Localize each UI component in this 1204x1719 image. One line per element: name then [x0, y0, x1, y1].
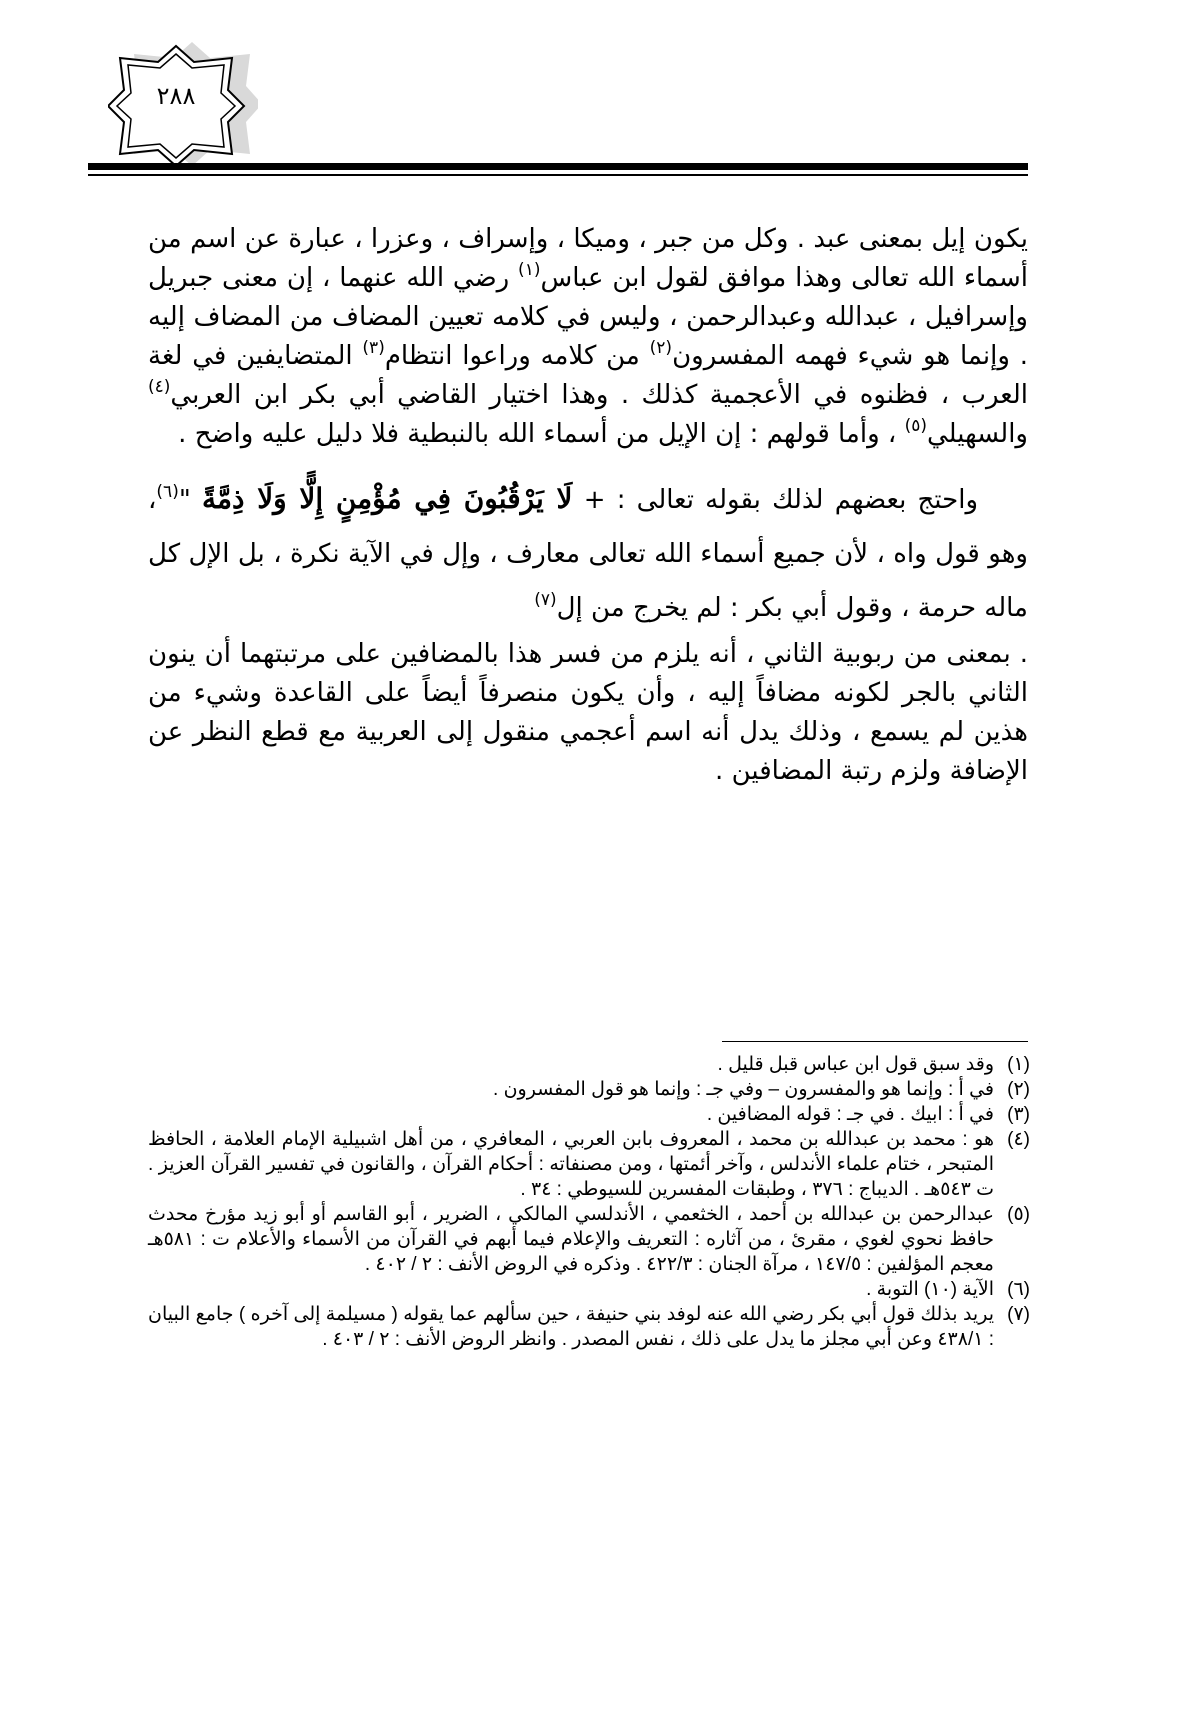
footnote-text: هو : محمد بن عبدالله بن محمد ، المعروف بابن العربي ، المعافري ، من أهل اشبيلية الإمام العلامة ، الحافظ المتبحر ، ختام علماء الأندلس ، وآخر أئمتها ، ومن مصنفاته : أحكام القرآن ، والقانون في تفسير القرآن العزيز . ت ٥٤٣هـ . الديباج : ٣٧٦ ، وطبقات المفسرين للسيوطي : ٣٤ . — [148, 1129, 994, 1200]
footnote-number: (٥) — [1007, 1204, 1030, 1225]
text-span: والسهيلي — [926, 419, 1028, 449]
paragraph-2 — [148, 472, 1028, 635]
footnote-item — [148, 1052, 1030, 1077]
text-span: من كلامه وراعوا انتظام — [384, 341, 650, 371]
quran-verse: لَا يَرْقُبُونَ فِي مُؤْمِنٍ إِلًّا وَلَا ذِمَّةً — [202, 482, 573, 515]
footnote-text: في أ : وإنما هو والمفسرون – وفي جـ : وإنما هو قول المفسرون . — [493, 1079, 994, 1100]
footnote-separator — [722, 1041, 1028, 1042]
text-span: واحتج بعضهم لذلك بقوله تعالى : + — [572, 485, 978, 515]
paragraph-3: . بمعنى من ربوبية الثاني ، أنه يلزم من فسر هذا بالمضافين على مرتبتهما أن ينون الثاني بالجر لكونه مضافاً إليه ، وأن يكون منصرفاً أيضاً على القاعدة وشيء من هذين لم يسمع ، وذلك يدل أنه اسم أعجمي منقول إلى العربية مع قطع النظر عن الإضافة ولزم رتبة المضافين . — [148, 639, 1028, 786]
footnotes-list — [148, 1052, 1030, 1352]
footnote-item — [148, 1302, 1030, 1352]
text-span: يكون إيل بمعنى عبد . وكل من جبر ، وميكا ، وإسراف ، وعزرا ، عبارة عن اسم من أسماء الله تعالى وهذا موافق لقول ابن عباس — [148, 224, 1029, 293]
footnote-ref-7: (٧) — [534, 590, 557, 610]
text-span: رضي الله عنهما ، إن معنى جبريل وإسرافيل ، عبدالله وعبدالرحمن ، وليس في كلامه تعيين المضاف من المضاف إليه . وإنما هو شيء فهمه المفسرون — [148, 263, 1028, 371]
footnote-number: (٧) — [1007, 1304, 1030, 1325]
text-span: ، وأما قولهم : إن الإيل من أسماء الله بالنبطية فلا دليل عليه واضح . — [178, 419, 905, 449]
page-number: ٢٨٨ — [156, 82, 196, 110]
text-span: المتضايفين في لغة العرب ، فظنوه في الأعجمية كذلك . وهذا اختيار القاضي أبي بكر ابن العربي — [148, 341, 1028, 410]
footnote-ref-4: (٤) — [148, 377, 171, 397]
footnote-ref-1: (١) — [518, 260, 541, 280]
footnote-text: الآية (١٠) التوبة . — [866, 1279, 994, 1300]
footnote-ref-5: (٥) — [904, 416, 927, 436]
footnote-text: عبدالرحمن بن عبدالله بن أحمد ، الخثعمي ، الأندلسي المالكي ، الضرير ، أبو القاسم أو أبو زيد مؤرخ محدث حافظ نحوي لغوي ، مقرئ ، من آثاره : التعريف والإعلام فيما أبهم في القرآن من الأسماء والأعلام ت : ٥٨١هـ معجم المؤلفين : ١٤٧/٥ ، مرآة الجنان : ٤٢٢/٣ . وذكره في الروض الأنف : ٢ / ٤٠٢ . — [148, 1204, 994, 1275]
footnote-number: (٦) — [1007, 1279, 1030, 1300]
header-rule — [88, 163, 1028, 170]
footnote-text: يريد بذلك قول أبي بكر رضي الله عنه لوفد بني حنيفة ، حين سألهم عما يقوله ( مسيلمة إلى آخره ) جامع البيان : ٤٣٨/١ وعن أبي مجلز ما يدل على ذلك ، نفس المصدر . وانظر الروض الأنف : ٢ / ٤٠٣ . — [148, 1304, 994, 1350]
footnote-text: وقد سبق قول ابن عباس قبل قليل . — [717, 1054, 994, 1075]
footnote-item — [148, 1202, 1030, 1277]
footnote-ref-2: (٢) — [649, 338, 673, 358]
text-span: ، وهو قول واه ، لأن جميع أسماء الله تعالى معارف ، وإل في الآية نكرة ، بل الإل كل ماله حرمة ، وقول أبي بكر : لم يخرج من إل — [148, 485, 1028, 623]
footnote-item — [148, 1077, 1030, 1102]
footnote-number: (١) — [1007, 1054, 1030, 1075]
footnote-item — [148, 1277, 1030, 1302]
footnote-text: في أ : ابيك . في جـ : قوله المضافين . — [706, 1104, 994, 1125]
footnote-ref-3: (٣) — [362, 338, 385, 358]
footnote-ref-6: (٦) — [156, 482, 179, 502]
main-text — [148, 220, 1028, 791]
footnote-number: (٢) — [1007, 1079, 1030, 1100]
footnote-number: (٣) — [1007, 1104, 1030, 1125]
footnote-number: (٤) — [1007, 1129, 1030, 1150]
paragraph-1 — [148, 220, 1028, 454]
page-number-badge — [108, 40, 258, 170]
header-rule-thin — [88, 174, 1028, 176]
footnote-item — [148, 1127, 1030, 1202]
footnote-item — [148, 1102, 1030, 1127]
text-span: " — [178, 485, 203, 515]
